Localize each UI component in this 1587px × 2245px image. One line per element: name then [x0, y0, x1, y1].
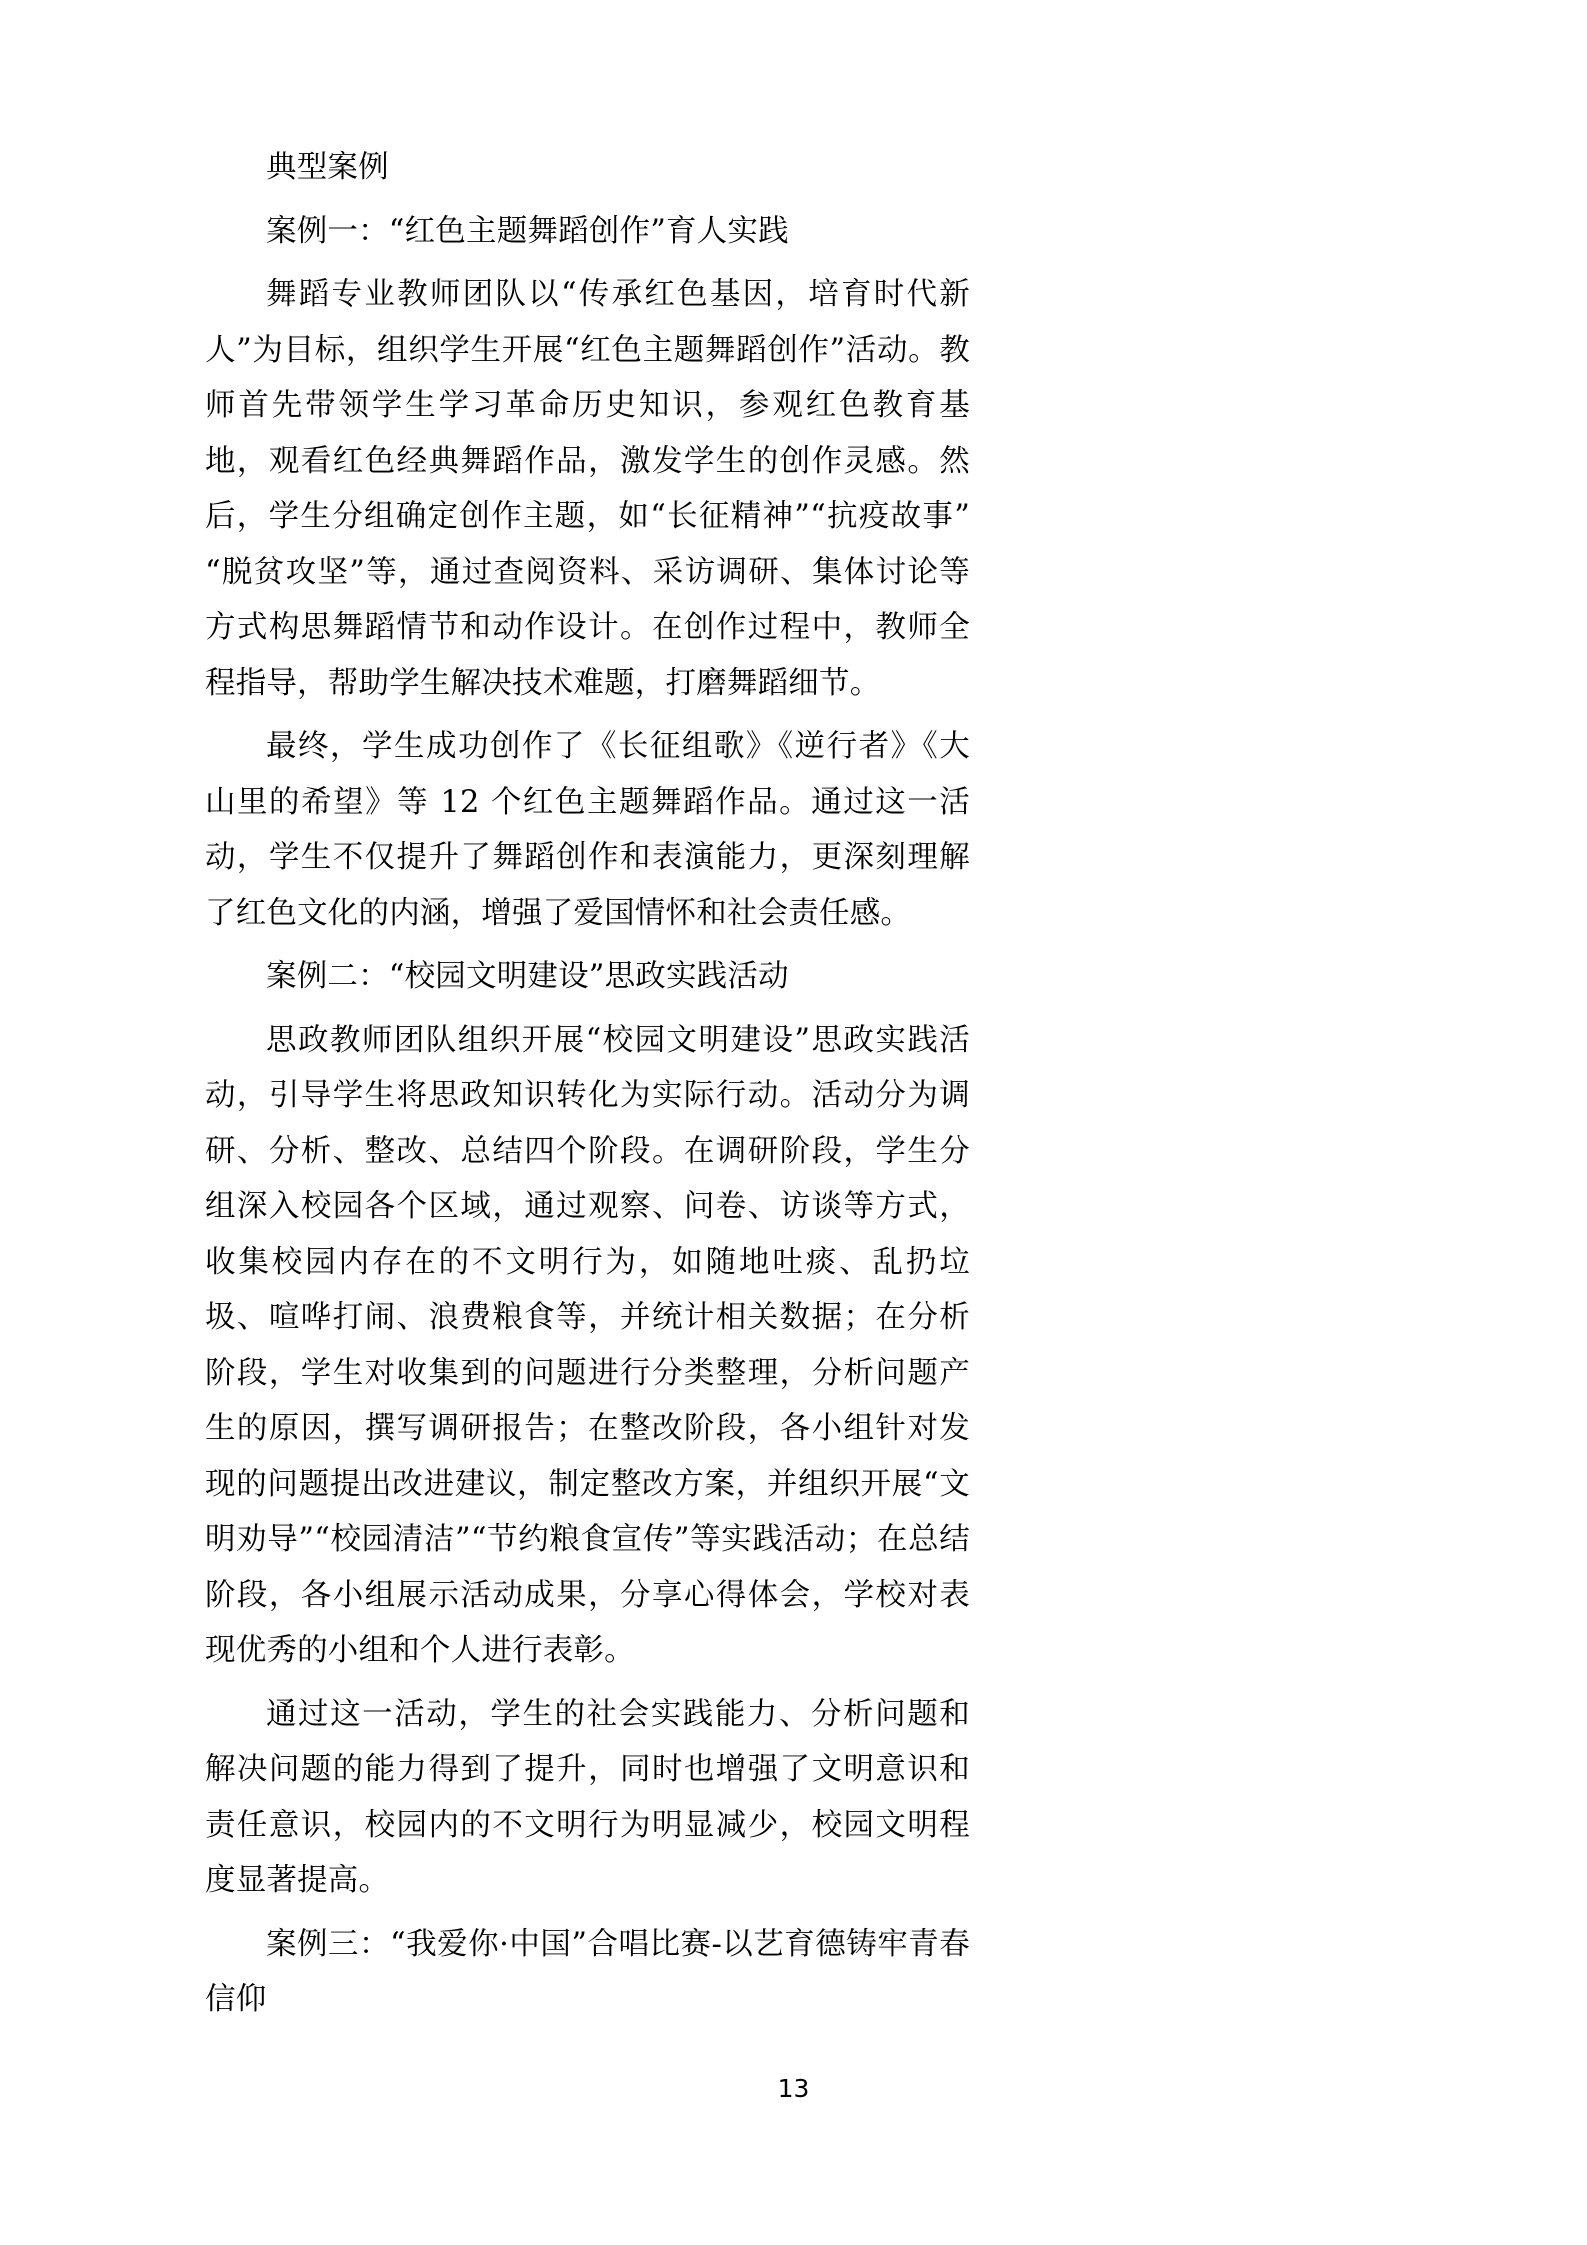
spacer	[205, 711, 970, 719]
case-2-paragraph-2: 通过这一活动，学生的社会实践能力、分析问题和解决问题的能力得到了提升，同时也增强了文明意识和责任意识，校园内的不文明行为明显减少，校园文明程度显著提高。	[205, 1696, 970, 1898]
case-1-paragraph-2: 最终，学生成功创作了《长征组歌》《逆行者》《大山里的希望》等 12 个红色主题舞蹈作品。通过这一活动，学生不仅提升了舞蹈创作和表演能力，更深刻理解了红色文化的内涵，增强了爱国情怀和社会责任感。	[205, 729, 970, 931]
spacer	[205, 1909, 970, 1917]
page-content	[205, 140, 970, 2028]
case-2-heading: 案例二：“校园文明建设”思政实践活动	[266, 959, 789, 994]
case-1-heading: 案例一：“红色主题舞蹈创作”育人实践	[266, 213, 789, 249]
spacer	[205, 196, 970, 204]
spacer	[205, 1679, 970, 1687]
spacer	[205, 259, 970, 267]
spacer	[205, 941, 970, 949]
case-3-heading: 案例三：“我爱你·中国”合唱比赛-以艺育德铸牢青春信仰	[205, 1926, 970, 2017]
spacer	[205, 1005, 970, 1013]
section-heading: 典型案例	[266, 150, 389, 185]
page-number: 13	[777, 2074, 810, 2103]
case-2-paragraph-1: 思政教师团队组织开展“校园文明建设”思政实践活动，引导学生将思政知识转化为实际行动。活动分为调研、分析、整改、总结四个阶段。在调研阶段，学生分组深入校园各个区域，通过观察、问卷、访谈等方式，收集校园内存在的不文明行为，如随地吐痰、乱扔垃圾、喧哗打闹、浪费粮食等，并统计相关数据；在分析阶段，学生对收集到的问题进行分类整理，分析问题产生的原因，撰写调研报告；在整改阶段，各小组针对发现的问题提出改进建议，制定整改方案，并组织开展“文明劝导”“校园清洁”“节约粮食宣传”等实践活动；在总结阶段，各小组展示活动成果，分享心得体会，学校对表现优秀的小组和个人进行表彰。	[205, 1022, 970, 1668]
case-1-paragraph-1: 舞蹈专业教师团队以“传承红色基因，培育时代新人”为目标，组织学生开展“红色主题舞蹈创作”活动。教师首先带领学生学习革命历史知识，参观红色教育基地，观看红色经典舞蹈作品，激发学生的创作灵感。然后，学生分组确定创作主题，如“长征精神”“抗疫故事”“脱贫攻坚”等，通过查阅资料、采访调研、集体讨论等方式构思舞蹈情节和动作设计。在创作过程中，教师全程指导，帮助学生解决技术难题，打磨舞蹈细节。	[205, 277, 970, 701]
